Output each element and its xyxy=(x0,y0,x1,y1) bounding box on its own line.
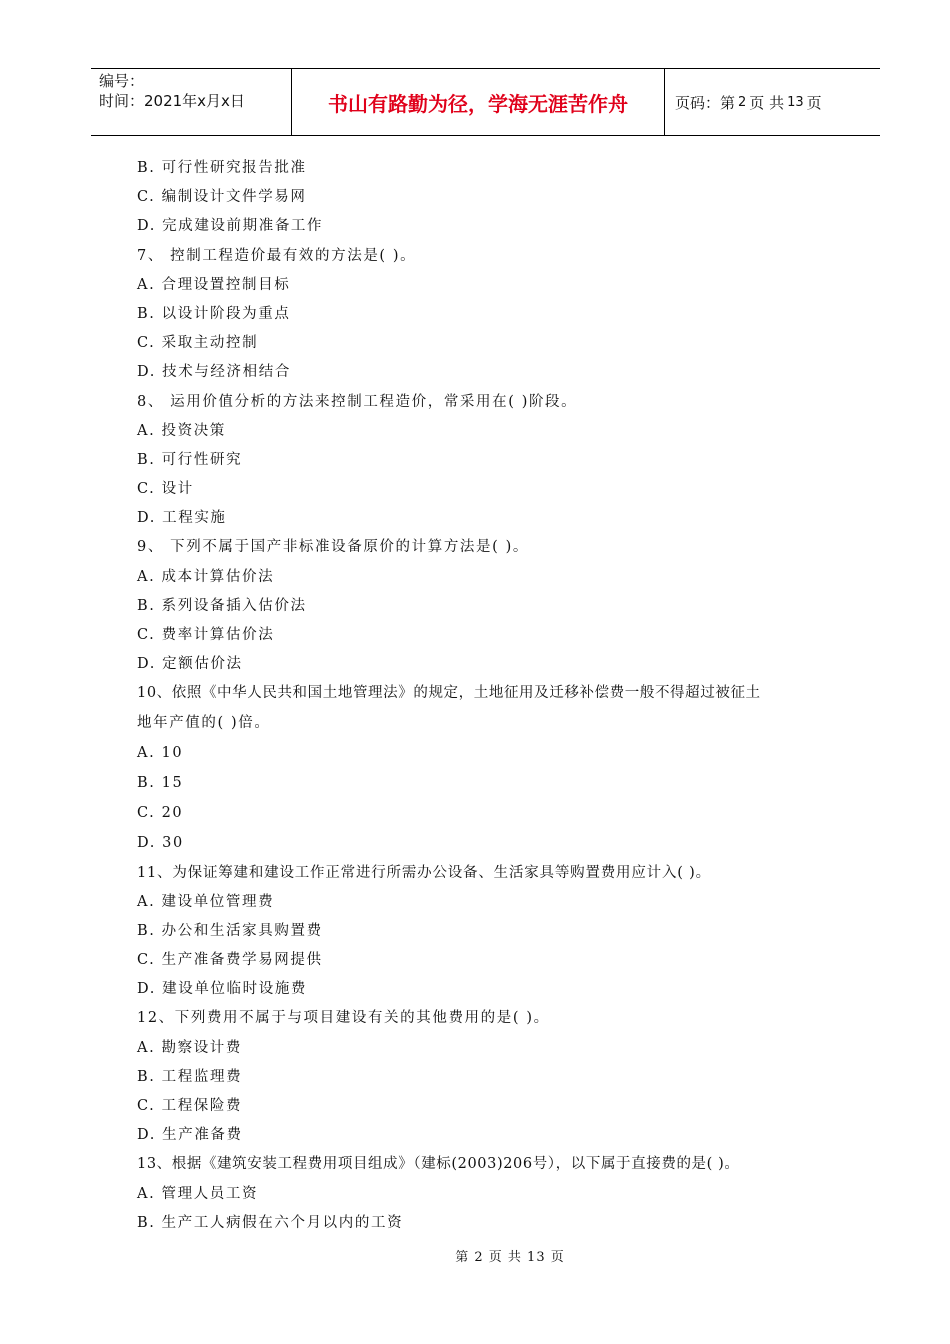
page-suffix: 页 xyxy=(806,93,822,112)
text-line: B. 以设计阶段为重点 xyxy=(137,305,291,322)
text-line: D. 生产准备费 xyxy=(137,1127,243,1144)
text-line: B. 生产工人病假在六个月以内的工资 xyxy=(137,1214,404,1231)
text-line: D. 建设单位临时设施费 xyxy=(137,981,308,998)
text-line: C. 编制设计文件学易网 xyxy=(137,189,307,206)
header-motto xyxy=(292,69,665,135)
text-line: B. 可行性研究报告批准 xyxy=(137,160,307,176)
text-line: D. 技术与经济相结合 xyxy=(137,364,291,381)
text-line: A. 投资决策 xyxy=(137,422,226,439)
question-line: 13、根据《建筑安装工程费用项目组成》（建标(2003)206号），以下属于直接费的是( )。 xyxy=(137,1156,740,1173)
text-line: C. 工程保险费 xyxy=(137,1098,243,1114)
text-line: B. 可行性研究 xyxy=(137,451,243,468)
text-line: A. 勘察设计费 xyxy=(137,1039,242,1056)
header-page-number xyxy=(665,69,880,135)
question-line: 12、下列费用不属于与项目建设有关的其他费用的是( )。 xyxy=(137,1010,550,1027)
question-line: 10、依照《中华人民共和国土地管理法》的规定，土地征用及迁移补偿费一般不得超过被征土 xyxy=(137,685,761,702)
text-line: A. 成本计算估价法 xyxy=(137,568,275,585)
question-line: 9、 下列不属于国产非标准设备原价的计算方法是( )。 xyxy=(137,539,529,556)
code-label: 编号： xyxy=(99,72,145,90)
text-line: B. 工程监理费 xyxy=(137,1068,243,1085)
text-line: B. 系列设备插入估价法 xyxy=(137,597,307,614)
question-line: 7、 控制工程造价最有效的方法是( )。 xyxy=(137,247,417,264)
page-prefix: 页码：第 xyxy=(675,93,736,112)
page-footer xyxy=(0,1246,950,1265)
text-line: A. 合理设置控制目标 xyxy=(137,276,291,293)
text-line: D. 工程实施 xyxy=(137,510,227,527)
page-header xyxy=(91,68,880,136)
text-line: A. 10 xyxy=(137,744,184,761)
time-label: 时间：2021年x月x日 xyxy=(99,92,245,110)
document-body xyxy=(137,154,847,1238)
text-line: A. 管理人员工资 xyxy=(137,1185,259,1202)
text-line: D. 完成建设前期准备工作 xyxy=(137,218,324,235)
text-line: C. 采取主动控制 xyxy=(137,335,259,352)
text-line: B. 15 xyxy=(137,774,184,791)
text-line: C. 设计 xyxy=(137,481,194,498)
text-line: C. 费率计算估价法 xyxy=(137,627,275,643)
text-line: 地年产值的( )倍。 xyxy=(137,714,271,731)
question-line: 8、 运用价值分析的方法来控制工程造价，常采用在( )阶段。 xyxy=(137,393,578,410)
footer-page-number: 第 2 页 共 13 页 xyxy=(455,1250,565,1265)
text-line: C. 生产准备费学易网提供 xyxy=(137,952,323,969)
text-line: C. 20 xyxy=(137,805,184,822)
question-line: 11、为保证筹建和建设工作正常进行所需办公设备、生活家具等购置费用应计入( )。 xyxy=(137,864,711,881)
page-num: 2 xyxy=(738,94,747,110)
motto-text: 书山有路勤为径，学海无涯苦作舟 xyxy=(328,91,628,116)
page-mid: 页 共 xyxy=(749,93,785,112)
text-line: D. 定额估价法 xyxy=(137,656,243,673)
header-meta xyxy=(91,69,292,135)
text-line: D. 30 xyxy=(137,835,184,852)
text-line: B. 办公和生活家具购置费 xyxy=(137,922,323,939)
text-line: A. 建设单位管理费 xyxy=(137,893,275,910)
page-total: 13 xyxy=(787,94,804,110)
